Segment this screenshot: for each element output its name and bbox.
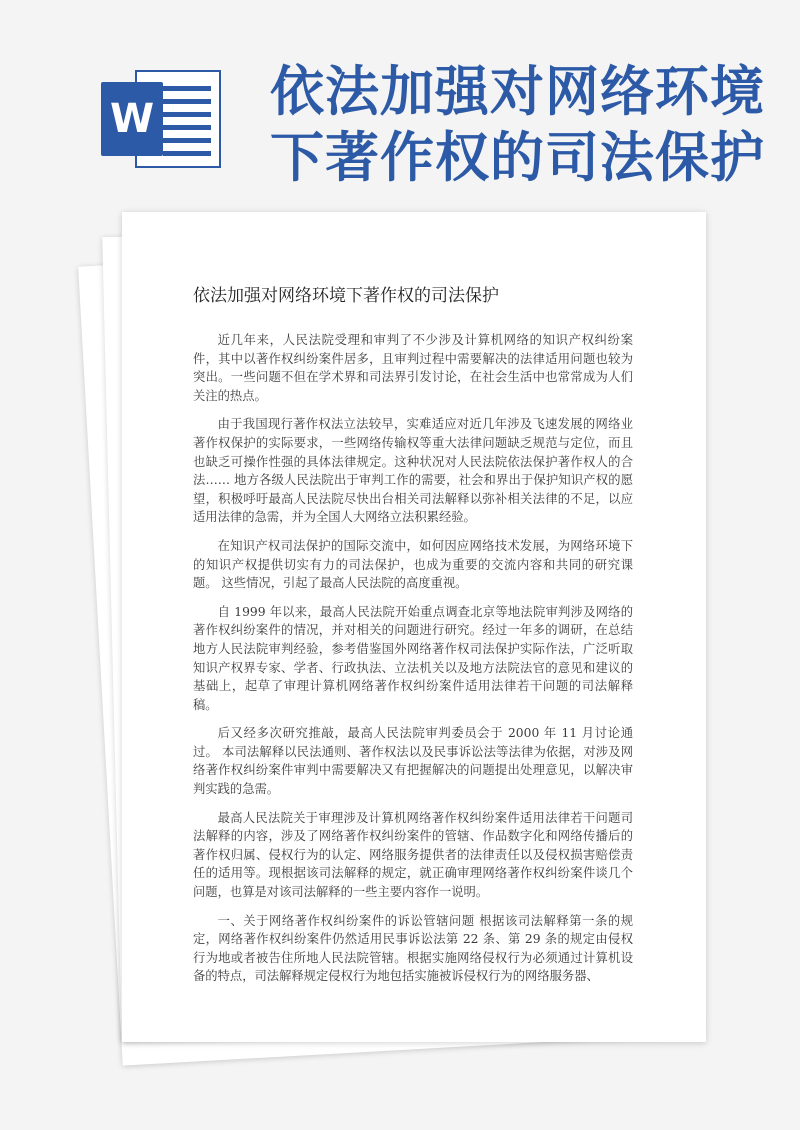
banner-title: 依法加强对网络环境下著作权的司法保护 [270,59,765,189]
paragraph-4: 自 1999 年以来，最高人民法院开始重点调查北京等地法院审判涉及网络的著作权纠纷案件的情况，并对相关的问题进行研究。经过一年多的调研，在总结地方人民法院审判经验，参考借鉴国外网络著作权司法保护实际作法，广泛听取知识产权界专家、学者、行政执法、立法机关以及地方法院法官的意见和建议的基础上，起草了审理计算机网络著作权纠纷案件适用法律若干问题的司法解释稿。 [193,604,633,712]
paragraph-7: 一、关于网络著作权纠纷案件的诉讼管辖问题 根据该司法解释第一条的规定，网络著作权纠纷案件仍然适用民事诉讼法第 22 条、第 29 条的规定由侵权行为地或者被告住所地人民法院管辖。根据实施网络侵权行为必须通过计算机设备的特点，司法解释规定侵权行为地包括实施被诉侵权行为的网络服务器、 [193,913,633,984]
word-w-badge: W [101,82,163,156]
document-body [193,283,633,996]
paragraph-5: 后又经多次研究推敲，最高人民法院审判委员会于 2000 年 11 月讨论通过。 本司法解释以民法通则、著作权法以及民事诉讼法等法律为依据，对涉及网络著作权纠纷案件审判中需要解决又有把握解决的问题提出处理意见，以解决审判实践的急需。 [193,726,633,797]
document-title: 依法加强对网络环境下著作权的司法保护 [193,286,499,306]
paragraph-2: 由于我国现行著作权法立法较早，实难适应对近几年涉及飞速发展的网络业著作权保护的实际要求，一些网络传输权等重大法律问题缺乏规范与定位，而且也缺乏可操作性强的具体法律规定。这种状况对人民法院依法保护著作权人的合法…… 地方各级人民法院出于审判工作的需要，社会和界出于保护知识产权的愿望，积极呼吁最高人民法院尽快出台相关司法解释以弥补相关法律的不足，以应适用法律的急需，并为全国人大网络立法积累经验。 [193,417,633,525]
paragraph-1: 近几年来，人民法院受理和审判了不少涉及计算机网络的知识产权纠纷案件，其中以著作权纠纷案件居多，且审判过程中需要解决的法律适用问题也较为突出。一些问题不但在学术界和司法界引发讨论，在社会生活中也常常成为人们关注的热点。 [193,333,633,403]
word-document-icon [101,70,223,168]
paragraph-3: 在知识产权司法保护的国际交流中，如何因应网络技术发展，为网络环境下的知识产权提供切实有力的司法保护，也成为重要的交流内容和共同的研究课题。 这些情况，引起了最高人民法院的高度重视。 [193,538,633,591]
paragraph-6: 最高人民法院关于审理涉及计算机网络著作权纠纷案件适用法律若干问题司法解释的内容，涉及了网络著作权纠纷案件的管辖、作品数字化和网络传播后的著作权归属、侵权行为的认定、网络服务提供者的法律责任以及侵权损害赔偿责任的适用等。现根据该司法解释的规定，就正确审理网络著作权纠纷案件谈几个问题，也算是对该司法解释的一些主要内容作一说明。 [193,810,633,900]
